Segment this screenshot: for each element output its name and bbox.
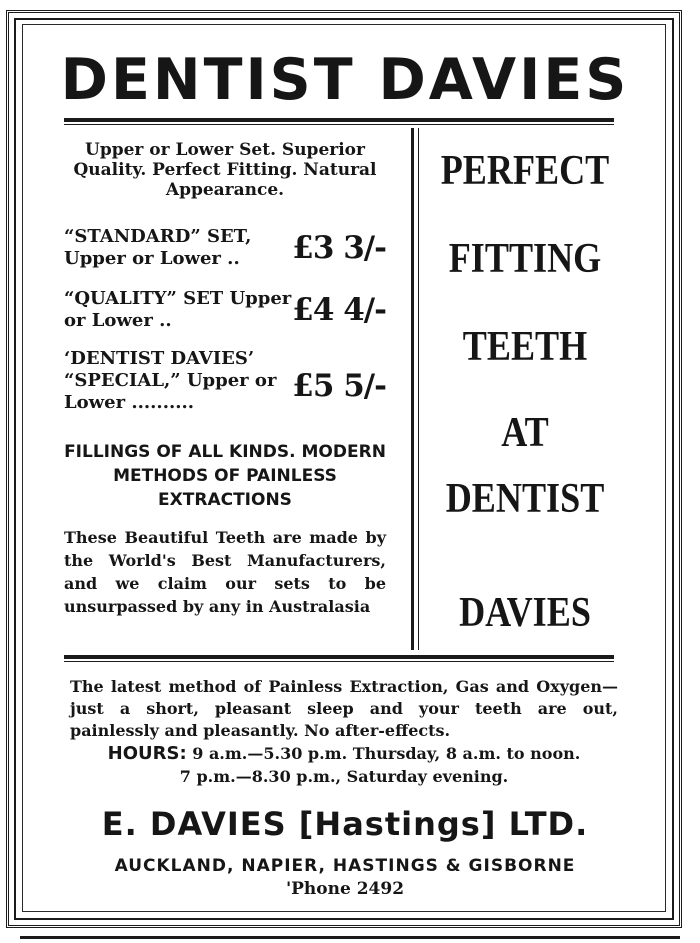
panel-word: DAVIES: [459, 590, 591, 636]
fillings-text: FILLINGS OF ALL KINDS. MODERN METHODS OF PAINLESS EXTRACTIONS: [64, 442, 386, 510]
hours-line-1: [70, 742, 618, 765]
intro-text: Upper or Lower Set. Superior Quality. Perfect Fitting. Natural Appearance.: [73, 140, 377, 200]
price-desc: “STANDARD” SET, Upper or Lower ..: [64, 226, 252, 269]
panel-word: DENTIST: [445, 476, 605, 522]
hours-times: 9 a.m.—5.30 p.m. Thursday, 8 a.m. to noon.: [192, 744, 581, 763]
price-row-quality: [64, 288, 386, 338]
top-rule: [64, 118, 614, 122]
price-desc: “QUALITY” SET Upper or Lower ..: [64, 288, 292, 331]
column-divider-thin: [418, 128, 419, 650]
right-panel: [425, 128, 625, 650]
locations-text: AUCKLAND, NAPIER, HASTINGS & GISBORNE: [114, 856, 576, 876]
advert-title: DENTIST DAVIES: [60, 47, 630, 113]
panel-word: PERFECT: [440, 148, 610, 194]
price-row-standard: [64, 226, 386, 276]
panel-word: FITTING: [448, 236, 602, 282]
beautiful-teeth-text: These Beautiful Teeth are made by the World's Best Manufacturers, and we claim our sets to be unsurpassed by any in Australasia: [64, 528, 386, 616]
panel-word: AT: [501, 410, 549, 456]
price-desc: ‘DENTIST DAVIES’ “SPECIAL,” Upper or Lower ..........: [64, 348, 277, 413]
page-bottom-rule: [20, 936, 680, 939]
middle-rule: [64, 655, 614, 659]
price-amount: £3 3/-: [292, 230, 386, 266]
extraction-text: The latest method of Painless Extraction, Gas and Oxygen—just a short, pleasant sleep and your teeth are out, painlessly and pleasantly. No after-effects.: [70, 677, 618, 740]
price-row-special: [64, 348, 386, 418]
panel-word: TEETH: [462, 324, 588, 370]
hours-block: [70, 742, 618, 788]
company-name: E. DAVIES [Hastings] LTD.: [101, 805, 589, 843]
hours-label: HOURS:: [107, 743, 187, 764]
left-column: [64, 140, 386, 200]
price-amount: £4 4/-: [292, 292, 386, 328]
phone-number: 'Phone 2492: [285, 879, 405, 899]
price-amount: £5 5/-: [292, 368, 386, 404]
hours-line-2: 7 p.m.—8.30 p.m., Saturday evening.: [179, 767, 509, 786]
column-divider: [411, 128, 414, 650]
